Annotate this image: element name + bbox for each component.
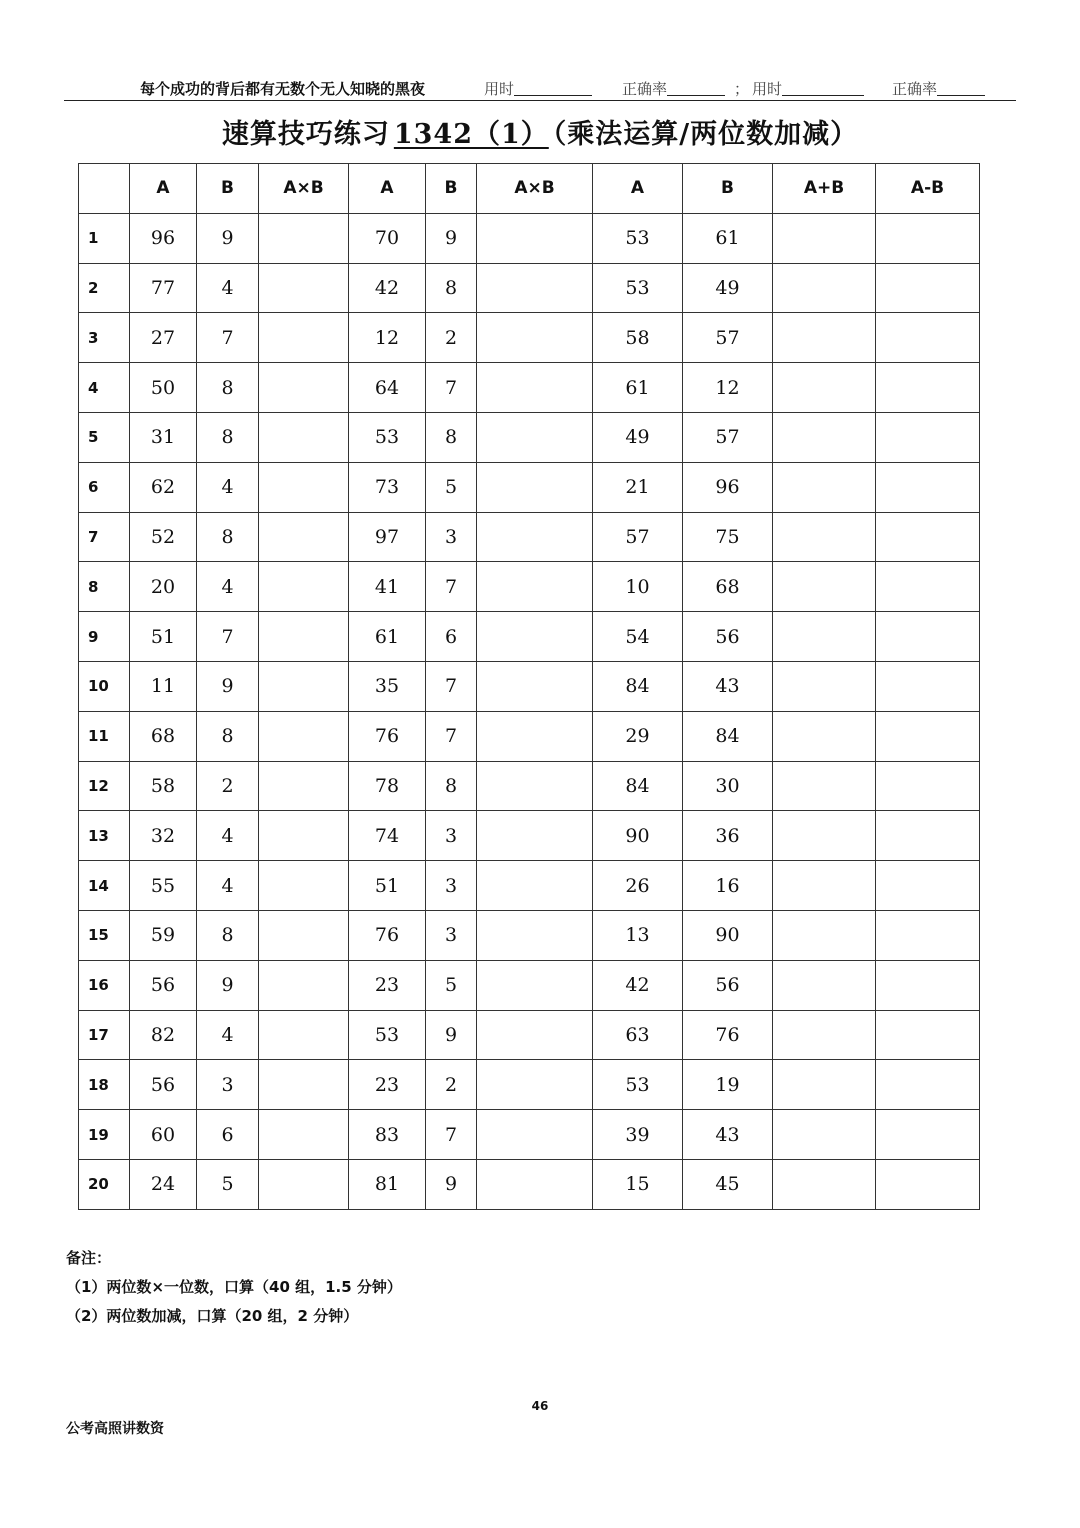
row-index: 4 <box>79 363 130 413</box>
cell-a: 21 <box>593 462 683 512</box>
answer-difference[interactable] <box>876 512 980 562</box>
cell-a: 49 <box>593 412 683 462</box>
answer-product[interactable] <box>259 1010 349 1060</box>
table-row <box>79 910 980 960</box>
cell-b: 5 <box>197 1159 259 1209</box>
cell-b: 9 <box>426 1010 477 1060</box>
answer-difference[interactable] <box>876 861 980 911</box>
cell-b: 4 <box>197 861 259 911</box>
cell-b: 2 <box>426 313 477 363</box>
time-label-1: 用时 <box>484 80 515 98</box>
header-b: B <box>683 164 773 214</box>
row-index: 2 <box>79 263 130 313</box>
table-row <box>79 213 980 263</box>
cell-a: 97 <box>349 512 426 562</box>
cell-a: 70 <box>349 213 426 263</box>
cell-a: 31 <box>130 412 197 462</box>
accuracy-blank-2[interactable] <box>937 81 985 96</box>
cell-b: 16 <box>683 861 773 911</box>
cell-b: 43 <box>683 661 773 711</box>
answer-product[interactable] <box>477 861 593 911</box>
answer-sum[interactable] <box>773 363 876 413</box>
accuracy-label-2: 正确率 <box>892 80 938 98</box>
answer-sum[interactable] <box>773 1110 876 1160</box>
cell-b: 8 <box>426 761 477 811</box>
answer-difference[interactable] <box>876 612 980 662</box>
cell-a: 10 <box>593 562 683 612</box>
cell-a: 53 <box>593 1060 683 1110</box>
header-a: A <box>130 164 197 214</box>
answer-product[interactable] <box>477 1110 593 1160</box>
cell-b: 57 <box>683 313 773 363</box>
answer-difference[interactable] <box>876 263 980 313</box>
cell-b: 90 <box>683 910 773 960</box>
answer-difference[interactable] <box>876 1060 980 1110</box>
answer-product[interactable] <box>477 512 593 562</box>
cell-a: 26 <box>593 861 683 911</box>
answer-product[interactable] <box>477 811 593 861</box>
answer-sum[interactable] <box>773 1010 876 1060</box>
cell-b: 61 <box>683 213 773 263</box>
answer-difference[interactable] <box>876 761 980 811</box>
row-index: 11 <box>79 711 130 761</box>
row-index: 16 <box>79 960 130 1010</box>
title-suffix: （乘法运算/两位数加减） <box>552 119 859 150</box>
answer-difference[interactable] <box>876 313 980 363</box>
cell-a: 56 <box>130 960 197 1010</box>
time-blank-1[interactable] <box>514 81 592 96</box>
answer-difference[interactable] <box>876 213 980 263</box>
cell-a: 51 <box>349 861 426 911</box>
accuracy-label-1: 正确率 <box>622 80 668 98</box>
cell-b: 7 <box>426 711 477 761</box>
row-index: 19 <box>79 1110 130 1160</box>
answer-sum[interactable] <box>773 711 876 761</box>
title-prefix: 速算技巧练习 <box>221 119 390 150</box>
cell-a: 77 <box>130 263 197 313</box>
answer-product[interactable] <box>477 711 593 761</box>
cell-b: 49 <box>683 263 773 313</box>
cell-a: 57 <box>593 512 683 562</box>
answer-product[interactable] <box>259 1110 349 1160</box>
answer-sum[interactable] <box>773 412 876 462</box>
header-difference: A-B <box>876 164 980 214</box>
answer-product[interactable] <box>259 661 349 711</box>
cell-b: 36 <box>683 811 773 861</box>
table-body <box>79 213 980 1209</box>
cell-a: 81 <box>349 1159 426 1209</box>
header-index <box>79 164 130 214</box>
answer-sum[interactable] <box>773 313 876 363</box>
row-index: 15 <box>79 910 130 960</box>
cell-b: 9 <box>197 661 259 711</box>
cell-b: 8 <box>197 910 259 960</box>
answer-sum[interactable] <box>773 960 876 1010</box>
row-index: 20 <box>79 1159 130 1209</box>
accuracy-blank-1[interactable] <box>667 81 725 96</box>
row-index: 18 <box>79 1060 130 1110</box>
title-code: 1342（1） <box>393 119 549 150</box>
table-header-row <box>79 164 980 214</box>
motto-text: 每个成功的背后都有无数个无人知晓的黑夜 <box>140 80 426 98</box>
answer-product[interactable] <box>477 612 593 662</box>
answer-product[interactable] <box>259 711 349 761</box>
table-row <box>79 512 980 562</box>
answer-difference[interactable] <box>876 412 980 462</box>
cell-a: 13 <box>593 910 683 960</box>
answer-product[interactable] <box>477 910 593 960</box>
cell-a: 53 <box>349 412 426 462</box>
cell-a: 24 <box>130 1159 197 1209</box>
cell-a: 56 <box>130 1060 197 1110</box>
answer-product[interactable] <box>477 761 593 811</box>
cell-a: 78 <box>349 761 426 811</box>
cell-b: 8 <box>197 363 259 413</box>
cell-a: 41 <box>349 562 426 612</box>
row-index: 17 <box>79 1010 130 1060</box>
answer-difference[interactable] <box>876 363 980 413</box>
table-row <box>79 811 980 861</box>
table-row <box>79 711 980 761</box>
answer-product[interactable] <box>259 960 349 1010</box>
cell-a: 23 <box>349 960 426 1010</box>
cell-b: 8 <box>197 412 259 462</box>
cell-b: 56 <box>683 960 773 1010</box>
table-row <box>79 761 980 811</box>
answer-difference[interactable] <box>876 960 980 1010</box>
cell-b: 8 <box>426 263 477 313</box>
answer-sum[interactable] <box>773 910 876 960</box>
cell-a: 63 <box>593 1010 683 1060</box>
table-row <box>79 412 980 462</box>
notes-section <box>66 1244 402 1331</box>
answer-sum[interactable] <box>773 861 876 911</box>
cell-b: 7 <box>197 313 259 363</box>
cell-a: 55 <box>130 861 197 911</box>
row-index: 8 <box>79 562 130 612</box>
header-a: A <box>593 164 683 214</box>
cell-b: 75 <box>683 512 773 562</box>
cell-b: 84 <box>683 711 773 761</box>
cell-b: 7 <box>426 661 477 711</box>
answer-product[interactable] <box>259 363 349 413</box>
row-index: 6 <box>79 462 130 512</box>
cell-b: 7 <box>426 562 477 612</box>
cell-a: 42 <box>349 263 426 313</box>
notes-heading: 备注： <box>66 1249 112 1267</box>
cell-b: 7 <box>426 1110 477 1160</box>
answer-product[interactable] <box>259 761 349 811</box>
answer-product[interactable] <box>259 811 349 861</box>
cell-a: 53 <box>593 263 683 313</box>
answer-sum[interactable] <box>773 661 876 711</box>
cell-b: 76 <box>683 1010 773 1060</box>
page-header <box>64 76 1016 101</box>
row-index: 13 <box>79 811 130 861</box>
cell-b: 4 <box>197 1010 259 1060</box>
table-row <box>79 612 980 662</box>
row-index: 7 <box>79 512 130 562</box>
row-index: 10 <box>79 661 130 711</box>
answer-sum[interactable] <box>773 462 876 512</box>
row-index: 5 <box>79 412 130 462</box>
cell-a: 84 <box>593 661 683 711</box>
time-blank-2[interactable] <box>782 81 864 96</box>
page-number: 46 <box>531 1399 549 1413</box>
cell-a: 96 <box>130 213 197 263</box>
cell-a: 50 <box>130 363 197 413</box>
answer-sum[interactable] <box>773 1159 876 1209</box>
table-row <box>79 562 980 612</box>
cell-b: 8 <box>426 412 477 462</box>
answer-product[interactable] <box>477 960 593 1010</box>
header-a: A <box>349 164 426 214</box>
cell-b: 3 <box>426 861 477 911</box>
cell-b: 8 <box>197 512 259 562</box>
answer-difference[interactable] <box>876 462 980 512</box>
answer-difference[interactable] <box>876 1110 980 1160</box>
time-field-2 <box>752 78 864 99</box>
cell-b: 9 <box>197 213 259 263</box>
cell-a: 23 <box>349 1060 426 1110</box>
answer-product[interactable] <box>477 1159 593 1209</box>
cell-b: 2 <box>197 761 259 811</box>
answer-sum[interactable] <box>773 761 876 811</box>
answer-product[interactable] <box>477 213 593 263</box>
answer-product[interactable] <box>259 612 349 662</box>
answer-product[interactable] <box>477 363 593 413</box>
answer-product[interactable] <box>259 562 349 612</box>
cell-a: 76 <box>349 711 426 761</box>
table-row <box>79 861 980 911</box>
cell-a: 62 <box>130 462 197 512</box>
exercise-table <box>78 163 980 1210</box>
table-row <box>79 1110 980 1160</box>
table-row <box>79 1060 980 1110</box>
answer-sum[interactable] <box>773 512 876 562</box>
cell-b: 4 <box>197 811 259 861</box>
answer-product[interactable] <box>477 661 593 711</box>
answer-product[interactable] <box>259 512 349 562</box>
row-index: 12 <box>79 761 130 811</box>
cell-b: 5 <box>426 960 477 1010</box>
table-row <box>79 1010 980 1060</box>
cell-a: 42 <box>593 960 683 1010</box>
footer-text: 公考高照讲数资 <box>66 1421 164 1437</box>
cell-a: 82 <box>130 1010 197 1060</box>
header-product: A×B <box>477 164 593 214</box>
cell-a: 58 <box>593 313 683 363</box>
accuracy-field-2 <box>892 78 985 99</box>
separator: ； <box>734 80 750 98</box>
cell-b: 8 <box>197 711 259 761</box>
cell-b: 7 <box>426 363 477 413</box>
header-b: B <box>426 164 477 214</box>
table-row <box>79 1159 980 1209</box>
cell-a: 54 <box>593 612 683 662</box>
answer-sum[interactable] <box>773 562 876 612</box>
cell-b: 3 <box>197 1060 259 1110</box>
time-label-2: 用时 <box>752 80 783 98</box>
answer-sum[interactable] <box>773 263 876 313</box>
row-index: 9 <box>79 612 130 662</box>
cell-b: 7 <box>197 612 259 662</box>
table-row <box>79 462 980 512</box>
answer-product[interactable] <box>477 1010 593 1060</box>
answer-product[interactable] <box>259 462 349 512</box>
answer-difference[interactable] <box>876 711 980 761</box>
cell-a: 15 <box>593 1159 683 1209</box>
cell-a: 11 <box>130 661 197 711</box>
header-sum: A+B <box>773 164 876 214</box>
cell-b: 12 <box>683 363 773 413</box>
answer-product[interactable] <box>477 1060 593 1110</box>
cell-b: 4 <box>197 462 259 512</box>
answer-product[interactable] <box>259 263 349 313</box>
answer-sum[interactable] <box>773 1060 876 1110</box>
cell-b: 56 <box>683 612 773 662</box>
cell-b: 9 <box>426 1159 477 1209</box>
row-index: 3 <box>79 313 130 363</box>
cell-a: 32 <box>130 811 197 861</box>
answer-sum[interactable] <box>773 213 876 263</box>
cell-a: 90 <box>593 811 683 861</box>
cell-b: 6 <box>197 1110 259 1160</box>
answer-sum[interactable] <box>773 612 876 662</box>
cell-b: 4 <box>197 263 259 313</box>
cell-a: 35 <box>349 661 426 711</box>
cell-a: 52 <box>130 512 197 562</box>
cell-b: 9 <box>426 213 477 263</box>
cell-a: 51 <box>130 612 197 662</box>
cell-a: 73 <box>349 462 426 512</box>
header-b: B <box>197 164 259 214</box>
table-row <box>79 313 980 363</box>
answer-product[interactable] <box>259 313 349 363</box>
cell-a: 53 <box>349 1010 426 1060</box>
answer-product[interactable] <box>477 313 593 363</box>
cell-b: 30 <box>683 761 773 811</box>
answer-difference[interactable] <box>876 910 980 960</box>
row-index: 1 <box>79 213 130 263</box>
cell-b: 5 <box>426 462 477 512</box>
cell-a: 20 <box>130 562 197 612</box>
answer-product[interactable] <box>477 562 593 612</box>
cell-a: 29 <box>593 711 683 761</box>
answer-difference[interactable] <box>876 1010 980 1060</box>
cell-b: 3 <box>426 811 477 861</box>
answer-product[interactable] <box>259 1159 349 1209</box>
cell-a: 59 <box>130 910 197 960</box>
table-row <box>79 960 980 1010</box>
cell-a: 39 <box>593 1110 683 1160</box>
cell-b: 6 <box>426 612 477 662</box>
answer-product[interactable] <box>259 861 349 911</box>
page-title <box>0 112 1080 151</box>
cell-a: 60 <box>130 1110 197 1160</box>
answer-difference[interactable] <box>876 661 980 711</box>
cell-b: 3 <box>426 512 477 562</box>
table-row <box>79 363 980 413</box>
cell-a: 83 <box>349 1110 426 1160</box>
cell-a: 12 <box>349 313 426 363</box>
cell-b: 2 <box>426 1060 477 1110</box>
header-product: A×B <box>259 164 349 214</box>
cell-b: 68 <box>683 562 773 612</box>
answer-sum[interactable] <box>773 811 876 861</box>
cell-b: 96 <box>683 462 773 512</box>
cell-a: 68 <box>130 711 197 761</box>
cell-a: 61 <box>593 363 683 413</box>
answer-product[interactable] <box>259 910 349 960</box>
cell-a: 27 <box>130 313 197 363</box>
cell-a: 58 <box>130 761 197 811</box>
cell-a: 76 <box>349 910 426 960</box>
accuracy-field-1 <box>622 78 725 99</box>
answer-product[interactable] <box>477 462 593 512</box>
answer-product[interactable] <box>259 1060 349 1110</box>
row-index: 14 <box>79 861 130 911</box>
table-row <box>79 661 980 711</box>
cell-b: 19 <box>683 1060 773 1110</box>
cell-a: 53 <box>593 213 683 263</box>
cell-a: 61 <box>349 612 426 662</box>
cell-b: 9 <box>197 960 259 1010</box>
cell-b: 4 <box>197 562 259 612</box>
cell-b: 3 <box>426 910 477 960</box>
note-item: （1）两位数×一位数，口算（40 组，1.5 分钟） <box>66 1278 402 1296</box>
cell-a: 64 <box>349 363 426 413</box>
answer-difference[interactable] <box>876 1159 980 1209</box>
answer-product[interactable] <box>477 412 593 462</box>
answer-difference[interactable] <box>876 562 980 612</box>
answer-product[interactable] <box>259 412 349 462</box>
answer-product[interactable] <box>259 213 349 263</box>
note-item: （2）两位数加减，口算（20 组，2 分钟） <box>66 1307 359 1325</box>
cell-b: 43 <box>683 1110 773 1160</box>
cell-a: 74 <box>349 811 426 861</box>
cell-b: 57 <box>683 412 773 462</box>
cell-a: 84 <box>593 761 683 811</box>
time-field-1 <box>484 78 592 99</box>
table-row <box>79 263 980 313</box>
cell-b: 45 <box>683 1159 773 1209</box>
answer-difference[interactable] <box>876 811 980 861</box>
answer-product[interactable] <box>477 263 593 313</box>
